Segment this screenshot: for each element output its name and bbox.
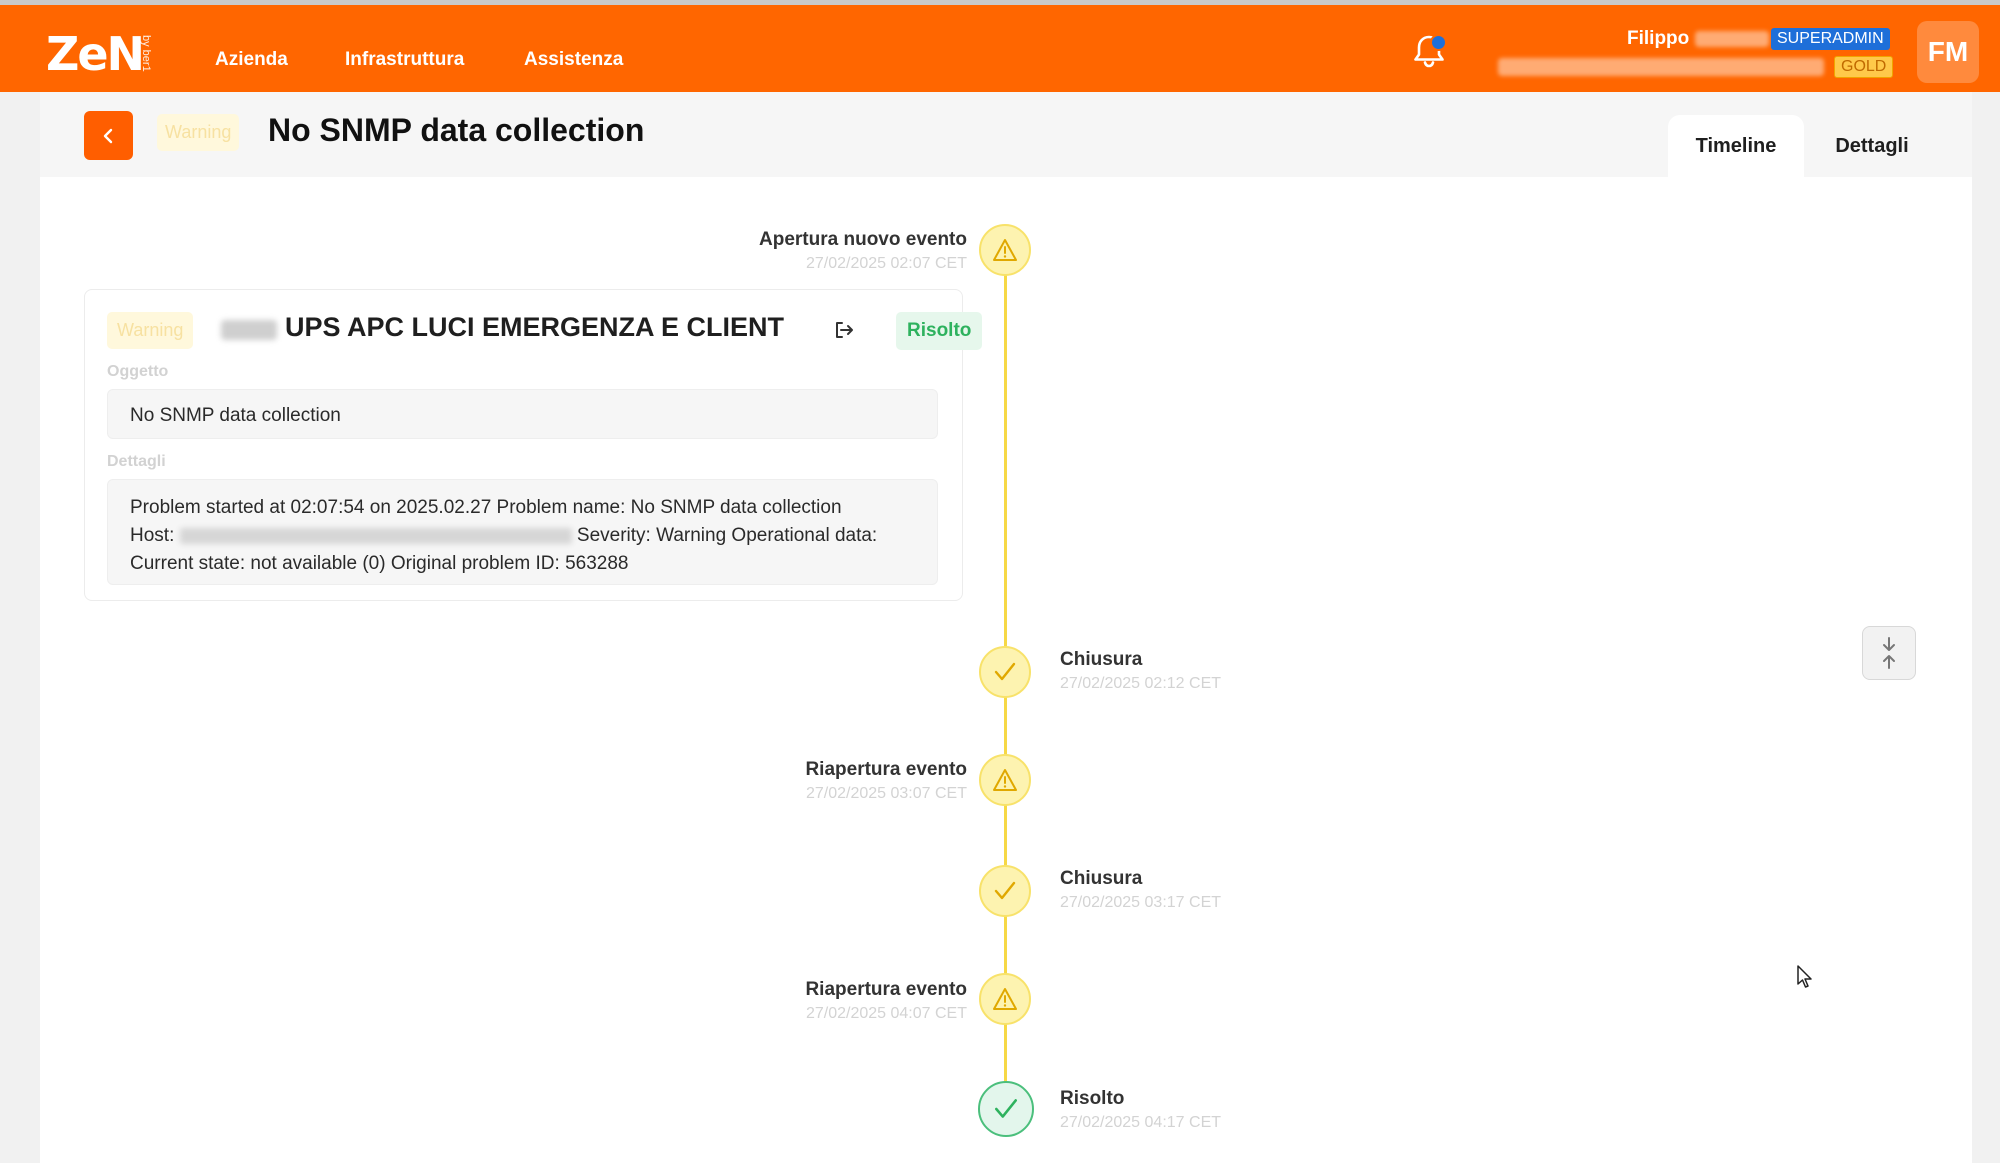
logo-subtitle: by ber1: [140, 35, 152, 72]
timeline-event-time: 27/02/2025 03:17 CET: [1060, 894, 1222, 911]
details-host-prefix: Host:: [130, 525, 175, 546]
timeline-event-title: Riapertura evento: [805, 759, 967, 780]
timeline-event-title: Chiusura: [1060, 868, 1143, 889]
details-line-3: Current state: not available (0) Original problem ID: 563288: [130, 553, 629, 574]
zen-logo[interactable]: ZeN: [46, 27, 144, 81]
host-name-redacted: [180, 528, 572, 544]
timeline-node: [979, 646, 1031, 698]
timeline-event-time: 27/02/2025 02:12 CET: [1060, 675, 1222, 692]
timeline-node: [979, 865, 1031, 917]
tier-badge: GOLD: [1834, 56, 1893, 78]
host-title: UPS APC LUCI EMERGENZA E CLIENT: [285, 312, 785, 342]
timeline-event-time: 27/02/2025 02:07 CET: [805, 255, 967, 272]
page-title: No SNMP data collection: [268, 112, 645, 148]
company-name-redacted: [1498, 58, 1824, 76]
severity-badge: Warning: [107, 312, 193, 349]
warning-icon: [992, 987, 1018, 1011]
user-name[interactable]: [1627, 28, 1769, 50]
user-avatar[interactable]: FM: [1917, 21, 1979, 83]
status-badge: Risolto: [896, 312, 982, 350]
open-external-icon[interactable]: [832, 318, 856, 342]
timeline-event-time: 27/02/2025 04:07 CET: [805, 1005, 967, 1022]
object-field: [107, 389, 938, 439]
details-line-1: Problem started at 02:07:54 on 2025.02.27 Problem name: No SNMP data collection: [130, 497, 842, 518]
timeline-event-time: 27/02/2025 04:17 CET: [1060, 1114, 1222, 1131]
nav-assistenza[interactable]: Assistenza: [524, 49, 624, 70]
chevron-left-icon: [100, 127, 118, 145]
tab-dettagli[interactable]: Dettagli: [1835, 134, 1909, 157]
timeline-event-title: Apertura nuovo evento: [759, 229, 967, 250]
details-label: Dettagli: [107, 453, 166, 470]
role-badge: SUPERADMIN: [1771, 28, 1890, 50]
timeline-node-resolved: [978, 1081, 1034, 1137]
details-field: [107, 479, 938, 585]
top-navbar: [0, 5, 2000, 92]
mouse-cursor-icon: [1796, 964, 1814, 990]
timeline-node: [979, 754, 1031, 806]
check-icon: [992, 879, 1018, 903]
user-first-name: Filippo: [1627, 28, 1690, 49]
notification-dot: [1430, 34, 1447, 51]
object-value: No SNMP data collection: [130, 405, 341, 426]
warning-icon: [992, 238, 1018, 262]
collapse-arrows-icon: [1878, 636, 1900, 670]
timeline-event-title: Riapertura evento: [805, 979, 967, 1000]
details-text: [130, 494, 930, 578]
back-button[interactable]: [84, 111, 133, 160]
check-icon: [992, 1096, 1020, 1122]
details-line-2: Severity: Warning Operational data:: [576, 525, 878, 546]
host-prefix-redacted: [221, 320, 277, 340]
user-last-name-redacted: [1695, 31, 1769, 47]
timeline-event-title: Chiusura: [1060, 649, 1143, 670]
timeline-node: [979, 973, 1031, 1025]
main-content: [40, 92, 1972, 1163]
object-label: Oggetto: [107, 363, 169, 380]
timeline-event-time: 27/02/2025 03:07 CET: [805, 785, 967, 802]
severity-badge: Warning: [157, 114, 239, 151]
timeline-node: [979, 224, 1031, 276]
timeline-event-title: Risolto: [1060, 1088, 1125, 1109]
event-detail-card: [84, 289, 972, 601]
collapse-toggle-button[interactable]: [1862, 626, 1916, 680]
check-icon: [992, 660, 1018, 684]
nav-azienda[interactable]: Azienda: [215, 49, 288, 70]
warning-icon: [992, 768, 1018, 792]
tab-timeline[interactable]: Timeline: [1668, 115, 1804, 177]
nav-infrastruttura[interactable]: Infrastruttura: [345, 49, 465, 70]
